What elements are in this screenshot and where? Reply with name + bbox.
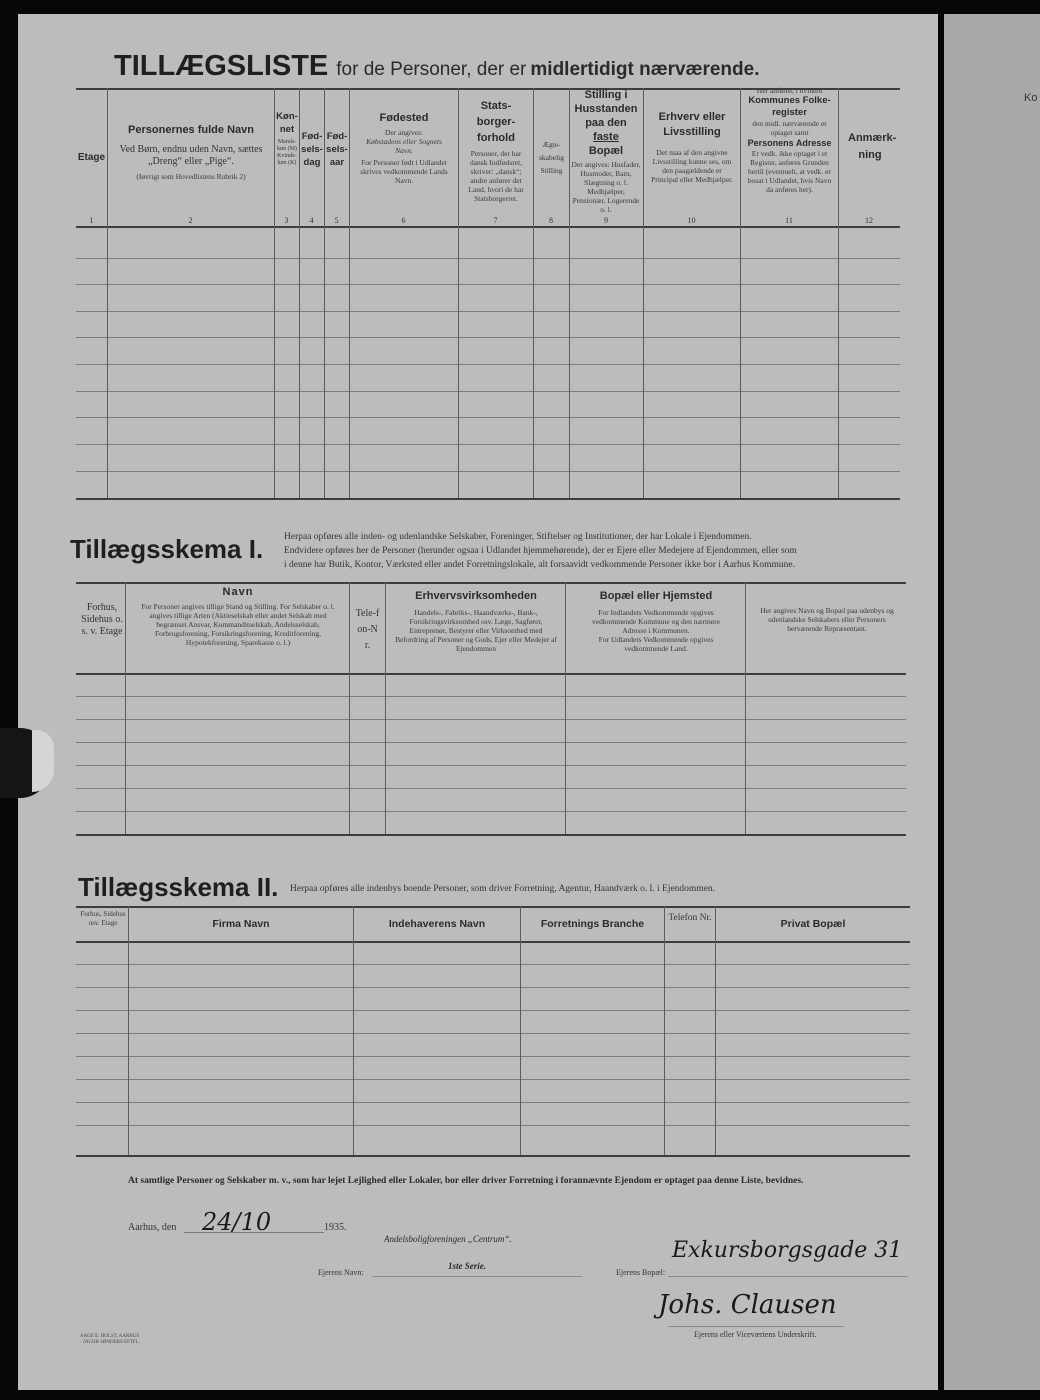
main-col-birthplace-desc3: For Personer født i Udlandet skrives vedkommende Lands Navn.	[360, 158, 448, 185]
main-colnum-3: 3	[284, 216, 289, 225]
main-col-name-desc: Ved Børn, endnu uden Navn, sættes „Dreng“ eller „Pige“.	[119, 144, 263, 167]
main-col-gender-title: Køn-net	[276, 111, 298, 135]
skema1-col-name-desc: For Personer angives tillige Stand og Stilling. For Selskaber o. l. angives tillige Arten (Aktieselskab eller andet Selskab med begrænset Ansvar, Kommanditselskab, Andelsselskab, Forbrugsforening, Forsikringsforening, Kreditforening, Hypotekforening, Sparekasse o. l.)	[141, 602, 335, 647]
skema1-col-representative: Her angives Navn og Bopæl paa udenbys og udenlandske Selskabers eller Personers herværende Repræsentant.	[760, 606, 894, 633]
skema2-col-address: Privat Bopæl	[780, 918, 846, 930]
skema2-col-phone: Telefon Nr.	[668, 913, 712, 923]
skema1-col-name-header	[128, 586, 348, 647]
main-col-name-header	[110, 124, 272, 181]
address-label: Ejerens Bopæl:	[616, 1268, 666, 1277]
skema1-col-residence-desc2: For Udlandets Vedkommende opgives vedkommende Land.	[598, 635, 714, 653]
main-col-name-note: (Iøvrigt som Hovedlistens Rubrik 2)	[136, 172, 246, 181]
declaration-text: At samtlige Personer og Selskaber m. v., som har lejet Lejlighed eller Lokaler, bor eller driver Forretning i forannævnte Ejendom er optaget paa denne Liste, bevidnes.	[128, 1176, 804, 1186]
skema2-intro: Herpaa opføres alle indenbys boende Personer, som driver Forretning, Agentur, Haandværk o. l. i Ejendommen.	[290, 884, 716, 894]
main-col-household-desc: Der angives: Husfader, Husmoder, Barn, Slægtning o. l. Medhjælper, Pensionær, Logerende o. l.	[571, 160, 641, 214]
skema1-col-business-desc: Handels-, Fabriks-, Haandværks-, Bank-, Forsikringsvirksomhed osv. Læge, Sagfører, Entreprenør, Bestyrer eller Virksomhed med Befordring af Personer og Gods, Ejer eller Medejer af Ejendommen	[395, 608, 557, 653]
main-col-household-header	[571, 88, 641, 214]
main-colnum-4: 4	[309, 216, 314, 225]
form-page	[18, 14, 938, 1390]
signature-label: Ejerens eller Viceværtens Underskrift.	[694, 1330, 817, 1339]
skema1-col-residence-title: Bopæl eller Hjemsted	[599, 590, 713, 602]
main-colnum-8: 8	[549, 216, 553, 225]
main-col-birthplace-desc1: Der angives:	[384, 128, 424, 137]
main-col-marital: Ægte-skabelig Stilling	[539, 140, 564, 175]
next-page-label: Ko	[1024, 92, 1038, 104]
main-colnum-11: 11	[785, 216, 793, 225]
main-col-register-title: Kommunes Folke-register	[748, 95, 831, 118]
signature-handwritten: Johs. Clausen	[658, 1290, 837, 1320]
place-label: Aarhus, den	[128, 1222, 177, 1233]
skema1-col-business-header	[388, 590, 564, 653]
main-title-rest: for de Personer, der er	[336, 59, 527, 80]
main-col-household-title: Stilling i Husstanden paa den	[574, 89, 638, 129]
skema1-col-etage: Forhus, Sidehus o. s. v. Etage	[81, 602, 123, 637]
main-col-register-desc3: Er vedk. ikke optaget i et Register, anføres Grunden hertil (eventuelt, at vedk. er bosat i Udlandet, hvis Navn da anføres her).	[747, 149, 832, 194]
year-label: 1935.	[324, 1222, 347, 1233]
owner-stamp-line2: 1ste Serie.	[448, 1261, 486, 1271]
main-col-etage: Etage	[77, 152, 106, 163]
main-col-household-bopael: Bopæl	[588, 145, 624, 157]
skema1-col-residence-desc1: For Indlandets Vedkommende opgives vedkommende Kommune og den nærmere Adresse i Kommunen.	[592, 608, 720, 635]
printer-imprint: AAGE E. HOLST, AARHUS · JACOB SØNDERS EFTFL.	[80, 1334, 141, 1345]
main-title	[114, 50, 934, 83]
main-col-birthyear: Fød-sels-aar	[326, 131, 348, 168]
main-col-gender-desc: Mands-køn (M) Kvinde-køn (K)	[277, 139, 297, 166]
main-col-register-desc1: Her anføres, i hvilken	[756, 86, 823, 95]
main-colnum-10: 10	[687, 216, 696, 225]
main-col-birthplace-desc2: Købstadens eller Sognets Navn.	[366, 137, 442, 155]
skema2-col-firm: Firma Navn	[212, 918, 270, 930]
main-colnum-1: 1	[89, 216, 94, 225]
main-col-name-title: Personernes fulde Navn	[128, 124, 254, 136]
skema1-title: Tillægsskema I.	[70, 534, 264, 564]
date-handwritten: 24/10	[202, 1208, 272, 1236]
skema1-intro-line3: i denne har Butik, Kontor, Værksted eller andet Forretningslokale, alt forsaavidt vedkommende Personer ikke bor i Aarhus Kommune.	[284, 560, 796, 570]
skema1-intro	[284, 530, 904, 572]
skema2-title: Tillægsskema II.	[78, 872, 279, 902]
skema1-intro-line2: Endvidere opføres her de Personer (herunder ogsaa i Udlandet hjemmehørende), der er Ejere eller Medejere af Ejendommen, eller som	[284, 546, 797, 556]
main-col-occupation-header	[645, 110, 739, 184]
skema1-col-business-title: Erhvervsvirksomheden	[415, 590, 537, 602]
main-col-register-title2: Personens Adresse	[747, 138, 832, 148]
owner-stamp-line1: Andelsboligforeningen „Centrum“.	[384, 1234, 512, 1244]
main-col-register-desc2: den midl. nærværende er optaget samt	[752, 119, 827, 137]
main-col-household-faste: faste	[593, 131, 619, 143]
main-colnum-5: 5	[334, 216, 339, 225]
skema1-col-name-title: Navn	[222, 586, 254, 598]
main-col-occupation-title: Erhverv eller Livsstilling	[658, 111, 726, 138]
skema1-col-phone: Tele-fon-Nr.	[355, 608, 380, 651]
main-title-bold: TILLÆGSLISTE	[114, 50, 329, 82]
next-page-edge	[944, 14, 1040, 1390]
main-col-birthplace-header	[352, 112, 456, 185]
main-col-birthday: Fød-sels-dag	[301, 131, 323, 168]
main-col-citizenship-header	[460, 98, 532, 203]
main-colnum-9: 9	[604, 216, 608, 225]
main-colnum-12: 12	[865, 216, 873, 225]
main-col-occupation-desc: Det maa af den angivne Livsstilling kunne ses, om den paagældende er Principal eller Medhjælper.	[651, 148, 733, 184]
skema1-intro-line1: Herpaa opføres alle inden- og udenlandske Selskaber, Foreninger, Stiftelser og Institutioner, der har Lokale i Ejendommen.	[284, 532, 752, 542]
main-col-gender-header	[275, 110, 299, 167]
skema1-col-residence-header	[568, 590, 744, 653]
skema2-col-owner: Indehaverens Navn	[388, 918, 486, 930]
main-colnum-2: 2	[188, 216, 193, 225]
main-col-citizenship-title: Stats-borger-forhold	[476, 100, 516, 144]
main-colnum-7: 7	[493, 216, 498, 225]
address-handwritten: Exkursborgsgade 31	[672, 1238, 903, 1263]
main-col-register-header	[742, 86, 837, 194]
main-col-remarks: Anmærk-ning	[848, 132, 897, 161]
main-colnum-6: 6	[401, 216, 406, 225]
skema2-col-branch: Forretnings Branche	[540, 918, 645, 930]
skema2-col-etage: Forhus, Sidehus osv. Etage	[80, 910, 126, 927]
main-col-citizenship-desc: Personer, der har dansk Indfødsret, skriver: „dansk“; andre anfører det Land, hvori de har Statsborgerret.	[468, 149, 524, 203]
main-title-emph: midlertidigt nærværende.	[530, 59, 760, 80]
owner-label: Ejerens Navn:	[318, 1268, 364, 1277]
main-col-birthplace-title: Fødested	[379, 112, 429, 124]
